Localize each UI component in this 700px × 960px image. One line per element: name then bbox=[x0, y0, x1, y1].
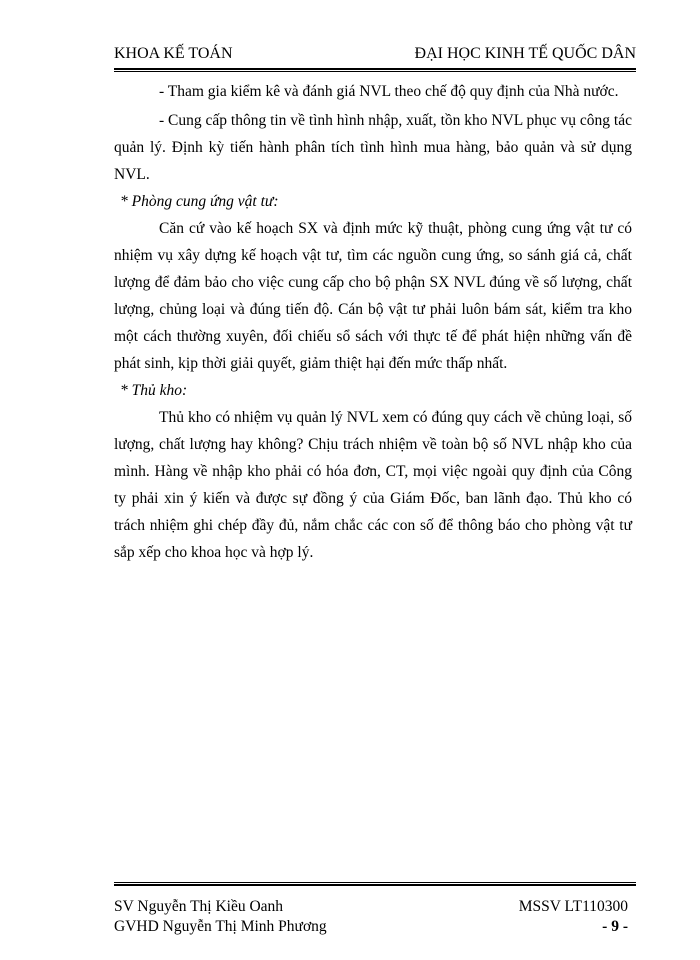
footer-student-name: SV Nguyễn Thị Kiều Oanh bbox=[114, 898, 284, 915]
footer-advisor-name: GVHD Nguyễn Thị Minh Phương bbox=[114, 918, 327, 935]
document-body bbox=[114, 78, 632, 566]
page-footer bbox=[114, 897, 628, 937]
paragraph-participate-inventory: - Tham gia kiểm kê và đánh giá NVL theo chế độ quy định của Nhà nước. bbox=[159, 83, 619, 100]
footer-student-id: MSSV LT110300 bbox=[518, 898, 628, 915]
paragraph-storekeeper: Thủ kho có nhiệm vụ quản lý NVL xem có đúng quy cách về chủng loại, số lượng, chất lượng hay không? Chịu trách nhiệm về toàn bộ số NVL nhập kho của mình. Hàng về nhập kho phải có hóa đơn, CT, mọi việc ngoài quy định của Công ty phải xin ý kiến và được sự đồng ý của Giám Đốc, ban lãnh đạo. Thủ kho có trách nhiệm ghi chép đầy đủ, nắm chắc các con số để thông báo cho phòng vật tư sắp xếp cho khoa học và hợp lý. bbox=[114, 409, 632, 561]
header-university: ĐẠI HỌC KINH TẾ QUỐC DÂN bbox=[414, 45, 636, 62]
page-number: - 9 - bbox=[602, 918, 628, 935]
section-heading-storekeeper: * Thủ kho: bbox=[120, 382, 188, 399]
paragraph-procurement: Căn cứ vào kế hoạch SX và định mức kỹ thuật, phòng cung ứng vật tư có nhiệm vụ xây dựng kế hoạch vật tư, tìm các nguồn cung ứng, so sánh giá cả, chất lượng để đảm bảo cho việc cung cấp cho bộ phận SX NVL đúng về số lượng, chất lượng, chủng loại và đúng tiến độ. Cán bộ vật tư phải luôn bám sát, kiểm tra kho một cách thường xuyên, đối chiếu sổ sách với thực tế để phát hiện những vấn đề phát sinh, kịp thời giải quyết, giảm thiệt hại đến mức thấp nhất. bbox=[114, 220, 632, 372]
header-faculty: KHOA KẾ TOÁN bbox=[114, 45, 233, 62]
footer-divider bbox=[114, 882, 636, 886]
paragraph-provide-info: - Cung cấp thông tin về tình hình nhập, xuất, tồn kho NVL phục vụ công tác quản lý. Định kỳ tiến hành phân tích tình hình mua hàng, bảo quản và sử dụng NVL. bbox=[114, 112, 632, 183]
header-divider bbox=[114, 68, 636, 72]
section-heading-procurement: * Phòng cung ứng vật tư: bbox=[120, 193, 279, 210]
